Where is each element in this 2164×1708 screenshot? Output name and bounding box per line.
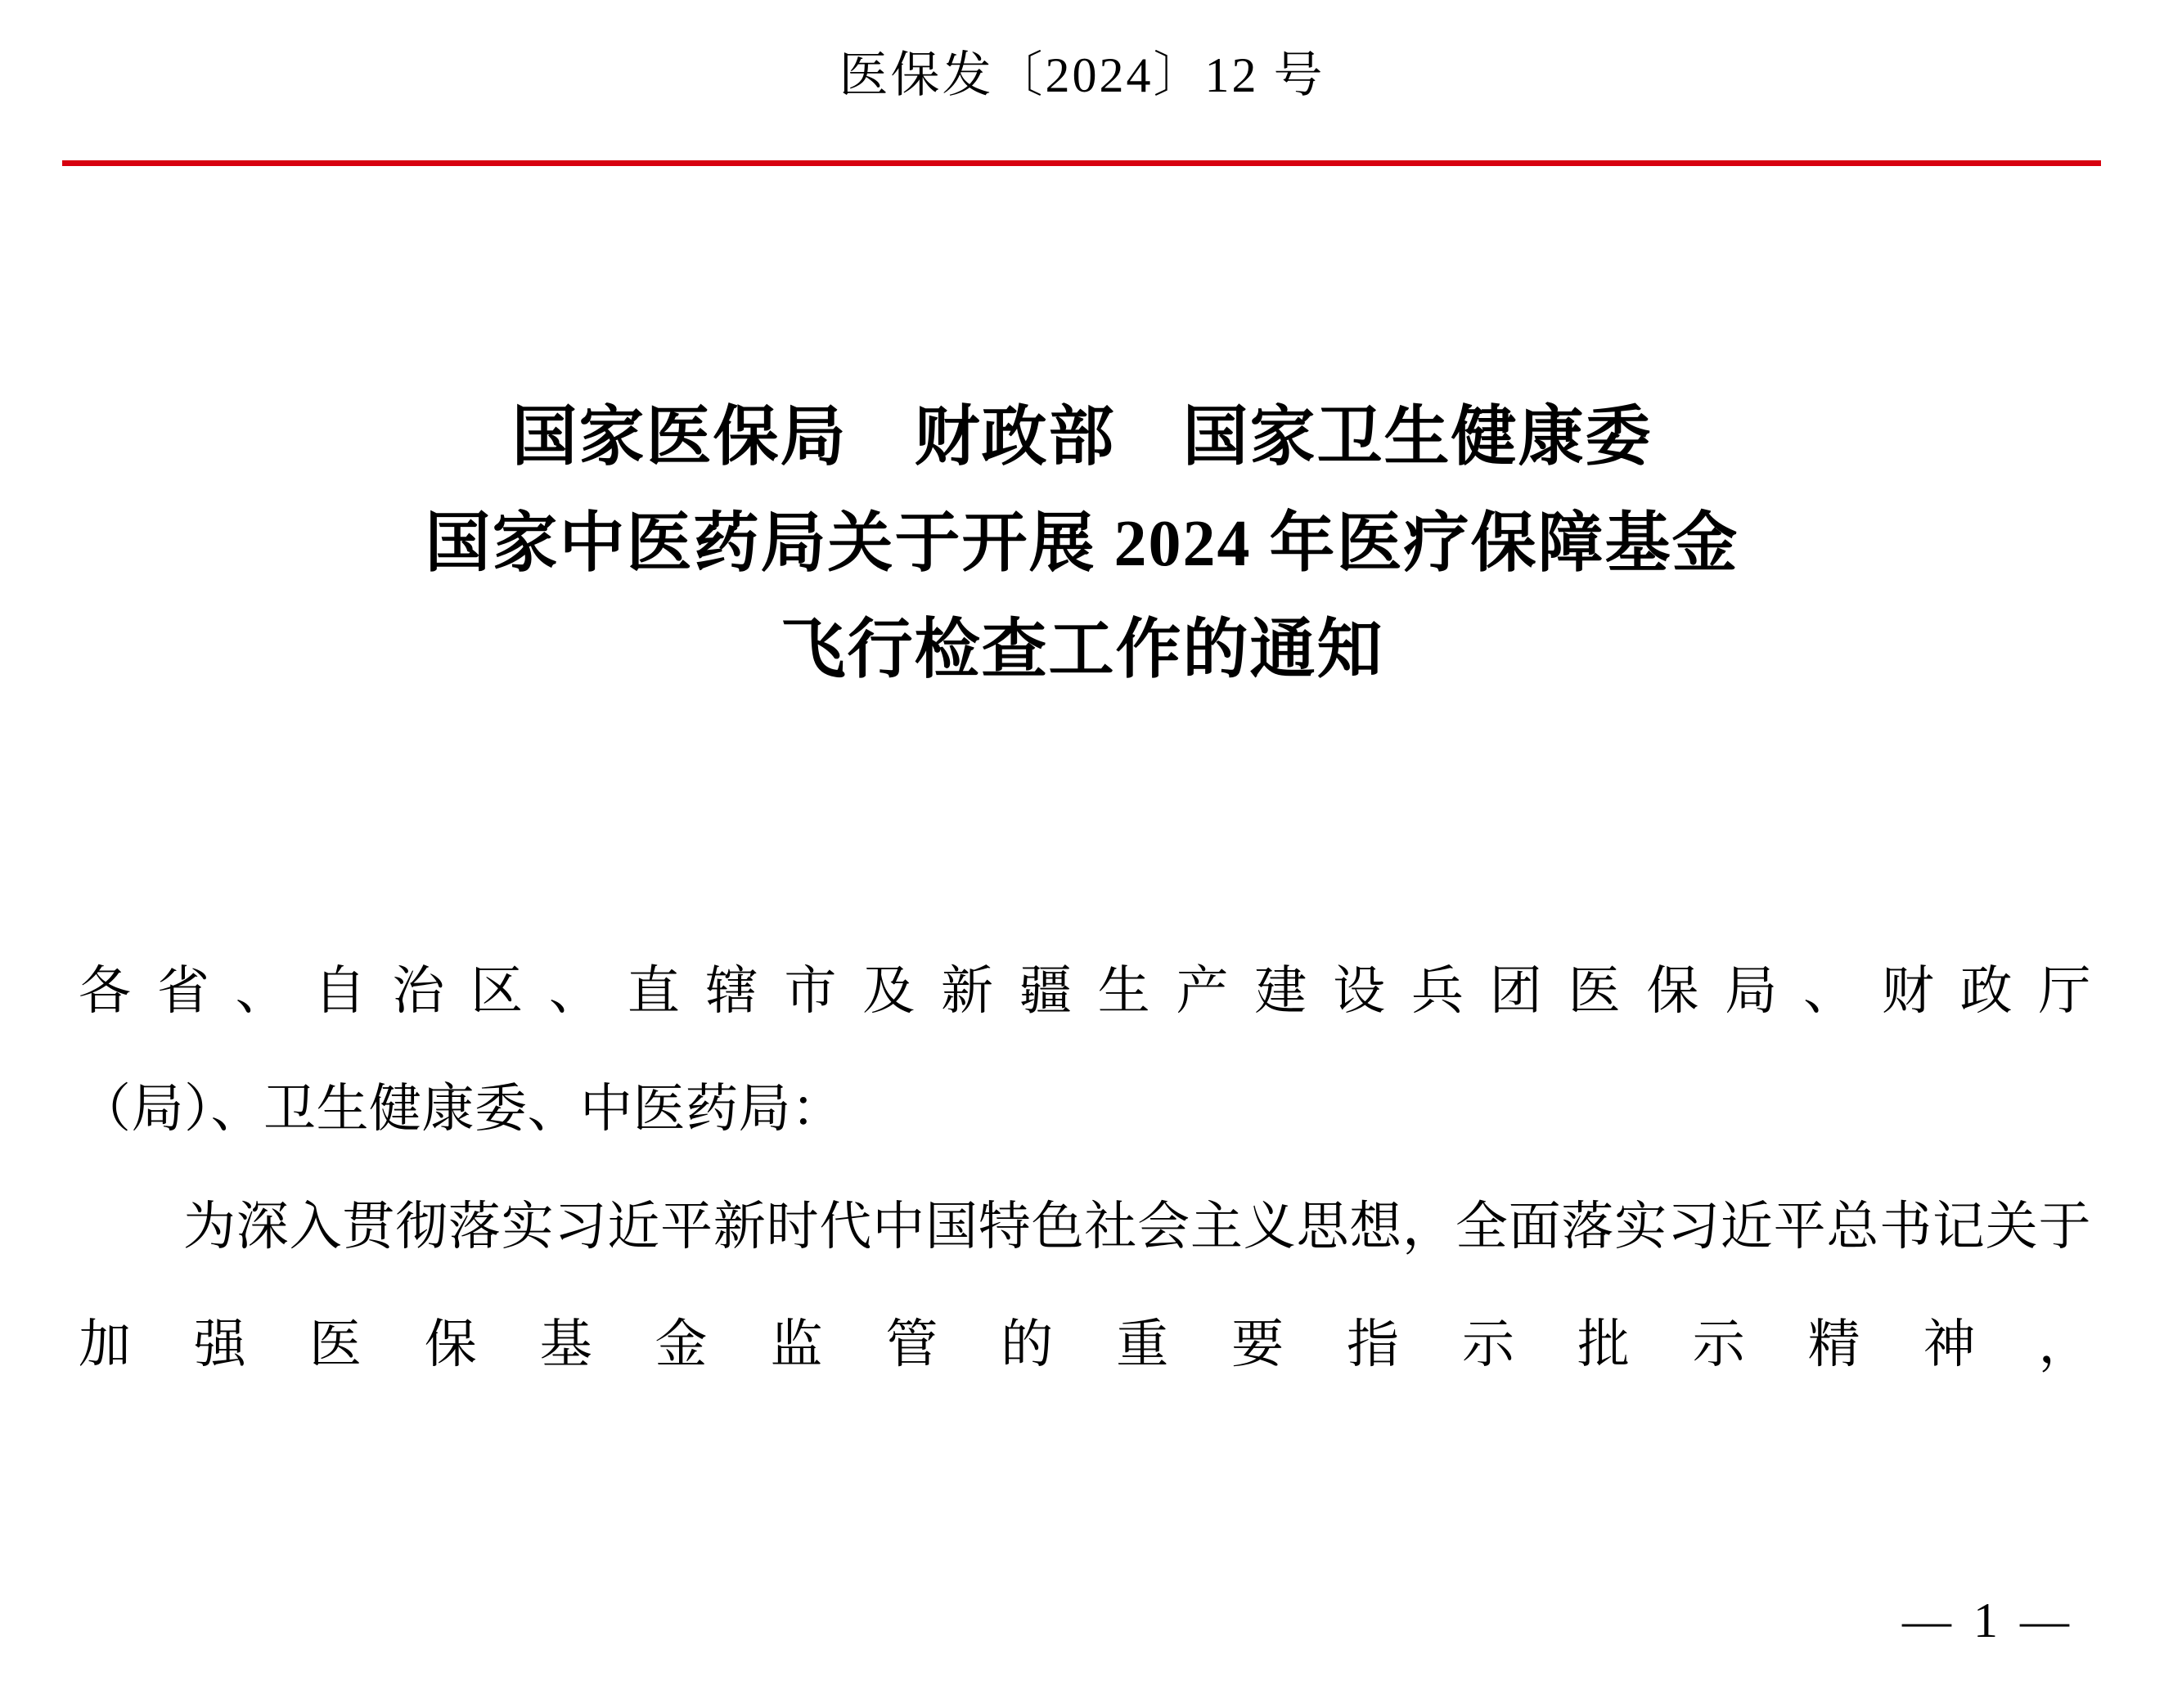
- body-paragraph-1: 为深入贯彻落实习近平新时代中国特色社会主义思想，全面落实习近平总书记关于加强医保基金监管的重要指示批示精神，: [79, 1198, 2091, 1373]
- addressee-line-2: （局）、卫生健康委、中医药局：: [79, 1080, 844, 1138]
- title-line-2: 国家中医药局关于开展 2024 年医疗保障基金: [425, 508, 1739, 580]
- document-number: 医保发〔2024〕12 号: [839, 48, 1325, 102]
- addressee-line-1: 各省、自治区、直辖市及新疆生产建设兵团医保局、财政厅: [79, 962, 2091, 1020]
- page-number: — 1 —: [1902, 1593, 2074, 1647]
- title-line-1: 国家医保局 财政部 国家卫生健康委: [511, 402, 1653, 474]
- document-title: [139, 384, 2025, 703]
- red-separator-rule: [62, 160, 2101, 166]
- title-line-3: 飞行检查工作的通知: [780, 614, 1384, 686]
- document-body: [79, 933, 2091, 1404]
